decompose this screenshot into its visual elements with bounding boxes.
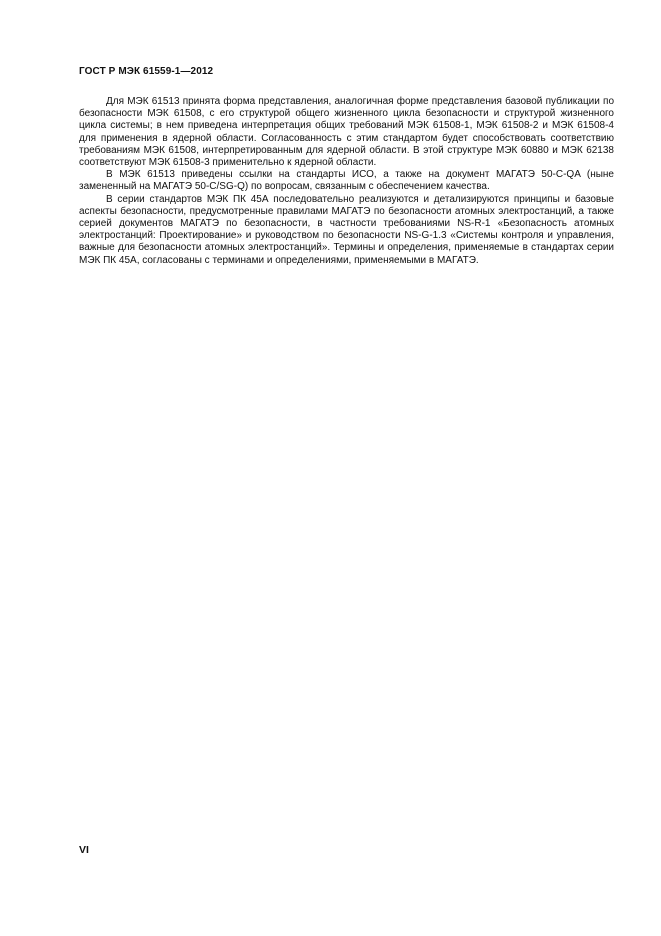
- standard-code: ГОСТ Р МЭК 61559-1—2012: [79, 66, 214, 77]
- document-header: [79, 66, 213, 77]
- paragraph-3: В серии стандартов МЭК ПК 45А последовательно реализуются и детализируются принципы и базовые аспекты безопасности, предусмотренные правилами МАГАТЭ по безопасности атомных электростанций, а также серией документов МАГАТЭ по безопасности, в частности требованиями NS-R-1 «Безопасность атомных электростанций: Проектирование» и руководством по безопасности NS-G-1.3 «Системы контроля и управления, важные для безопасности атомных электростанций». Термины и определения, применяемые в стандартах серии МЭК ПК 45А, согласованы с терминами и определениями, применяемыми в МАГАТЭ.: [79, 193, 614, 266]
- page-number: VI: [79, 844, 89, 856]
- paragraph-2: В МЭК 61513 приведены ссылки на стандарты ИСО, а также на документ МАГАТЭ 50-C-QA (ныне замененный на МАГАТЭ 50-C/SG-Q) по вопросам, связанным с обеспечением качества.: [79, 169, 614, 193]
- paragraph-1: Для МЭК 61513 принята форма представления, аналогичная форме представления базовой публикации по безопасности МЭК 61508, с его структурой общего жизненного цикла безопасности и структурой жизненного цикла системы; в нем приведена интерпретация общих требований МЭК 61508-1, МЭК 61508-2 и МЭК 61508-4 для применения в ядерной области. Согласованность с этим стандартом будет способствовать соответствию требованиям МЭК 61508, интерпретированным для ядерной области. В этой структуре МЭК 60880 и МЭК 62138 соответствуют МЭК 61508-3 применительно к ядерной области.: [79, 96, 614, 169]
- document-body: [79, 96, 614, 267]
- page-footer: [79, 844, 89, 856]
